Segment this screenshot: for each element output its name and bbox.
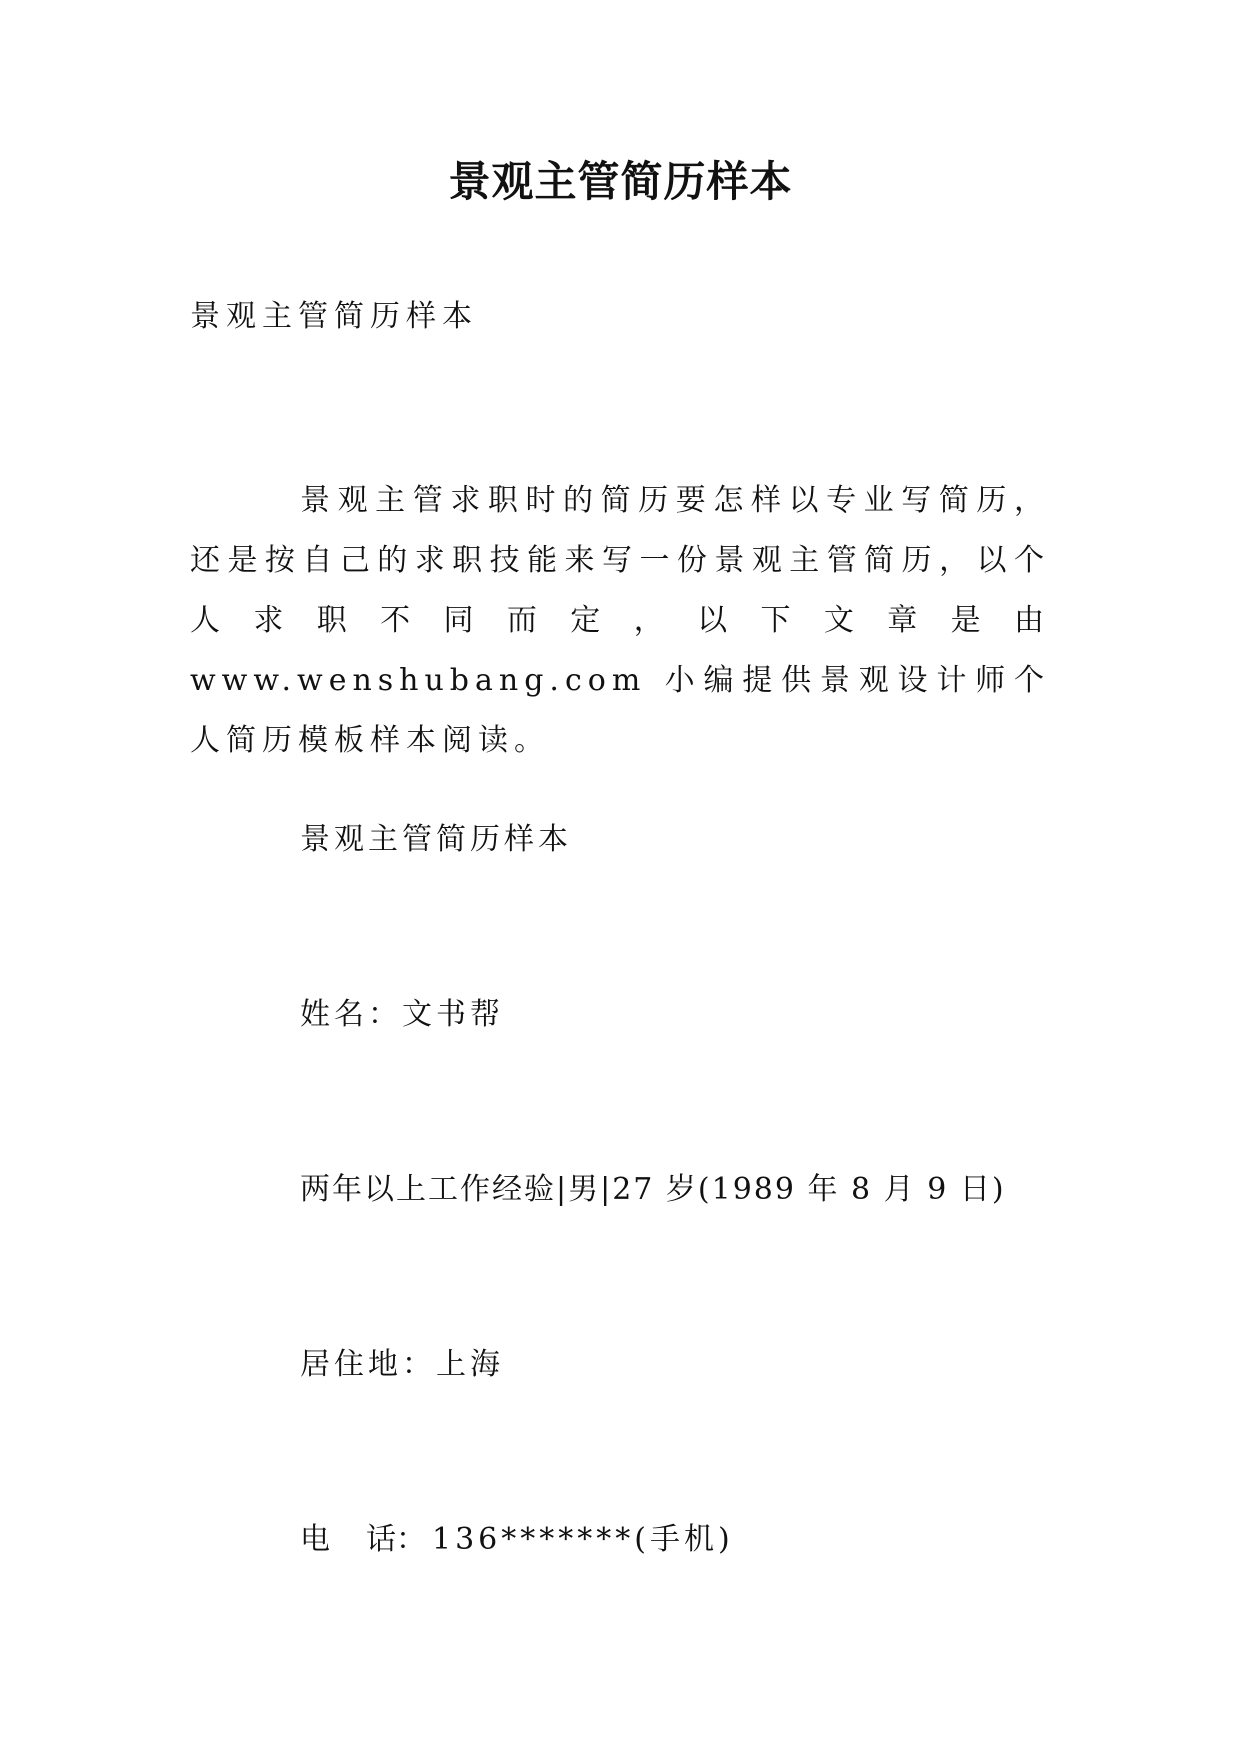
intro-paragraph: 景观主管求职时的简历要怎样以专业写简历，还是按自己的求职技能来写一份景观主管简历，以个人求职不同而定，以下文章是由 www.wenshubang.com 小编提供景观设计师个人简历模板样本阅读。 xyxy=(190,483,1050,758)
phone-label xyxy=(300,1520,432,1560)
experience-line: 两年以上工作经验|男|27 岁(1989 年 8 月 9 日) xyxy=(300,1172,1006,1207)
document-subtitle: 景观主管简历样本 xyxy=(190,299,478,334)
phone-label-char2: 话： xyxy=(366,1522,426,1557)
phone-label-char1: 电 xyxy=(300,1522,330,1557)
residence-line: 居住地：上海 xyxy=(300,1347,504,1382)
phone-line xyxy=(300,1520,734,1560)
name-line: 姓名：文书帮 xyxy=(300,997,504,1032)
section-heading: 景观主管简历样本 xyxy=(300,822,572,857)
document-title: 景观主管简历样本 xyxy=(448,157,793,206)
phone-value: 136*******(手机) xyxy=(432,1522,734,1557)
